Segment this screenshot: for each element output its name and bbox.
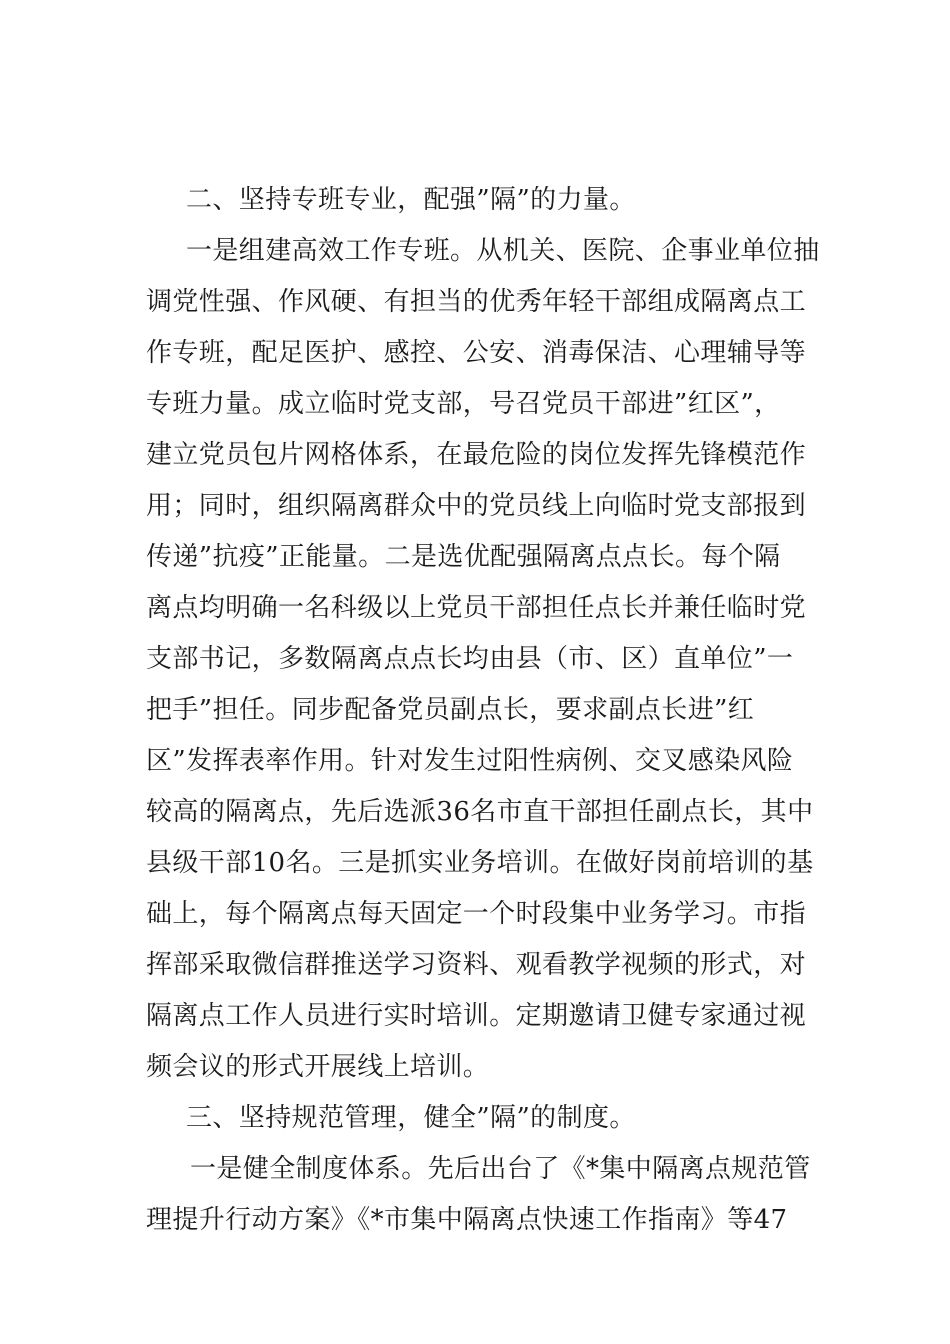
paragraph-line: 频会议的形式开展线上培训。 <box>146 1052 490 1082</box>
paragraph-line: 隔离点工作人员进行实时培训。定期邀请卫健专家通过视 <box>146 1001 807 1031</box>
paragraph-line: 离点均明确一名科级以上党员干部担任点长并兼任临时党 <box>146 593 807 623</box>
paragraph-line: 支部书记，多数隔离点点长均由县（市、区）直单位”一 <box>146 644 794 674</box>
paragraph-line: 一是健全制度体系。先后出台了《*集中隔离点规范管 <box>190 1154 811 1184</box>
paragraph-line: 一是组建高效工作专班。从机关、医院、企事业单位抽 <box>186 236 820 266</box>
paragraph-line: 传递”抗疫”正能量。二是选优配强隔离点点长。每个隔 <box>146 542 781 572</box>
paragraph-line: 较高的隔离点，先后选派36名市直干部担任副点长，其中 <box>146 797 814 827</box>
paragraph-line: 建立党员包片网格体系，在最危险的岗位发挥先锋模范作 <box>146 440 807 470</box>
section-heading-2: 二、坚持专班专业，配强”隔”的力量。 <box>186 185 636 215</box>
paragraph-line: 县级干部10名。三是抓实业务培训。在做好岗前培训的基 <box>146 848 814 878</box>
paragraph-line: 础上，每个隔离点每天固定一个时段集中业务学习。市指 <box>146 899 807 929</box>
paragraph-line: 挥部采取微信群推送学习资料、观看教学视频的形式，对 <box>146 950 807 980</box>
paragraph-line: 理提升行动方案》《*市集中隔离点快速工作指南》等47 <box>146 1205 788 1235</box>
paragraph-line: 调党性强、作风硬、有担当的优秀年轻干部组成隔离点工 <box>146 287 807 317</box>
paragraph-line: 区”发挥表率作用。针对发生过阳性病例、交叉感染风险 <box>146 746 794 776</box>
section-heading-3: 三、坚持规范管理，健全”隔”的制度。 <box>186 1103 636 1133</box>
paragraph-line: 作专班，配足医护、感控、公安、消毒保洁、心理辅导等 <box>146 338 807 368</box>
paragraph-line: 专班力量。成立临时党支部，号召党员干部进”红区”， <box>146 389 781 419</box>
paragraph-line: 用；同时，组织隔离群众中的党员线上向临时党支部报到 <box>146 491 807 521</box>
paragraph-line: 把手”担任。同步配备党员副点长，要求副点长进”红 <box>146 695 755 725</box>
